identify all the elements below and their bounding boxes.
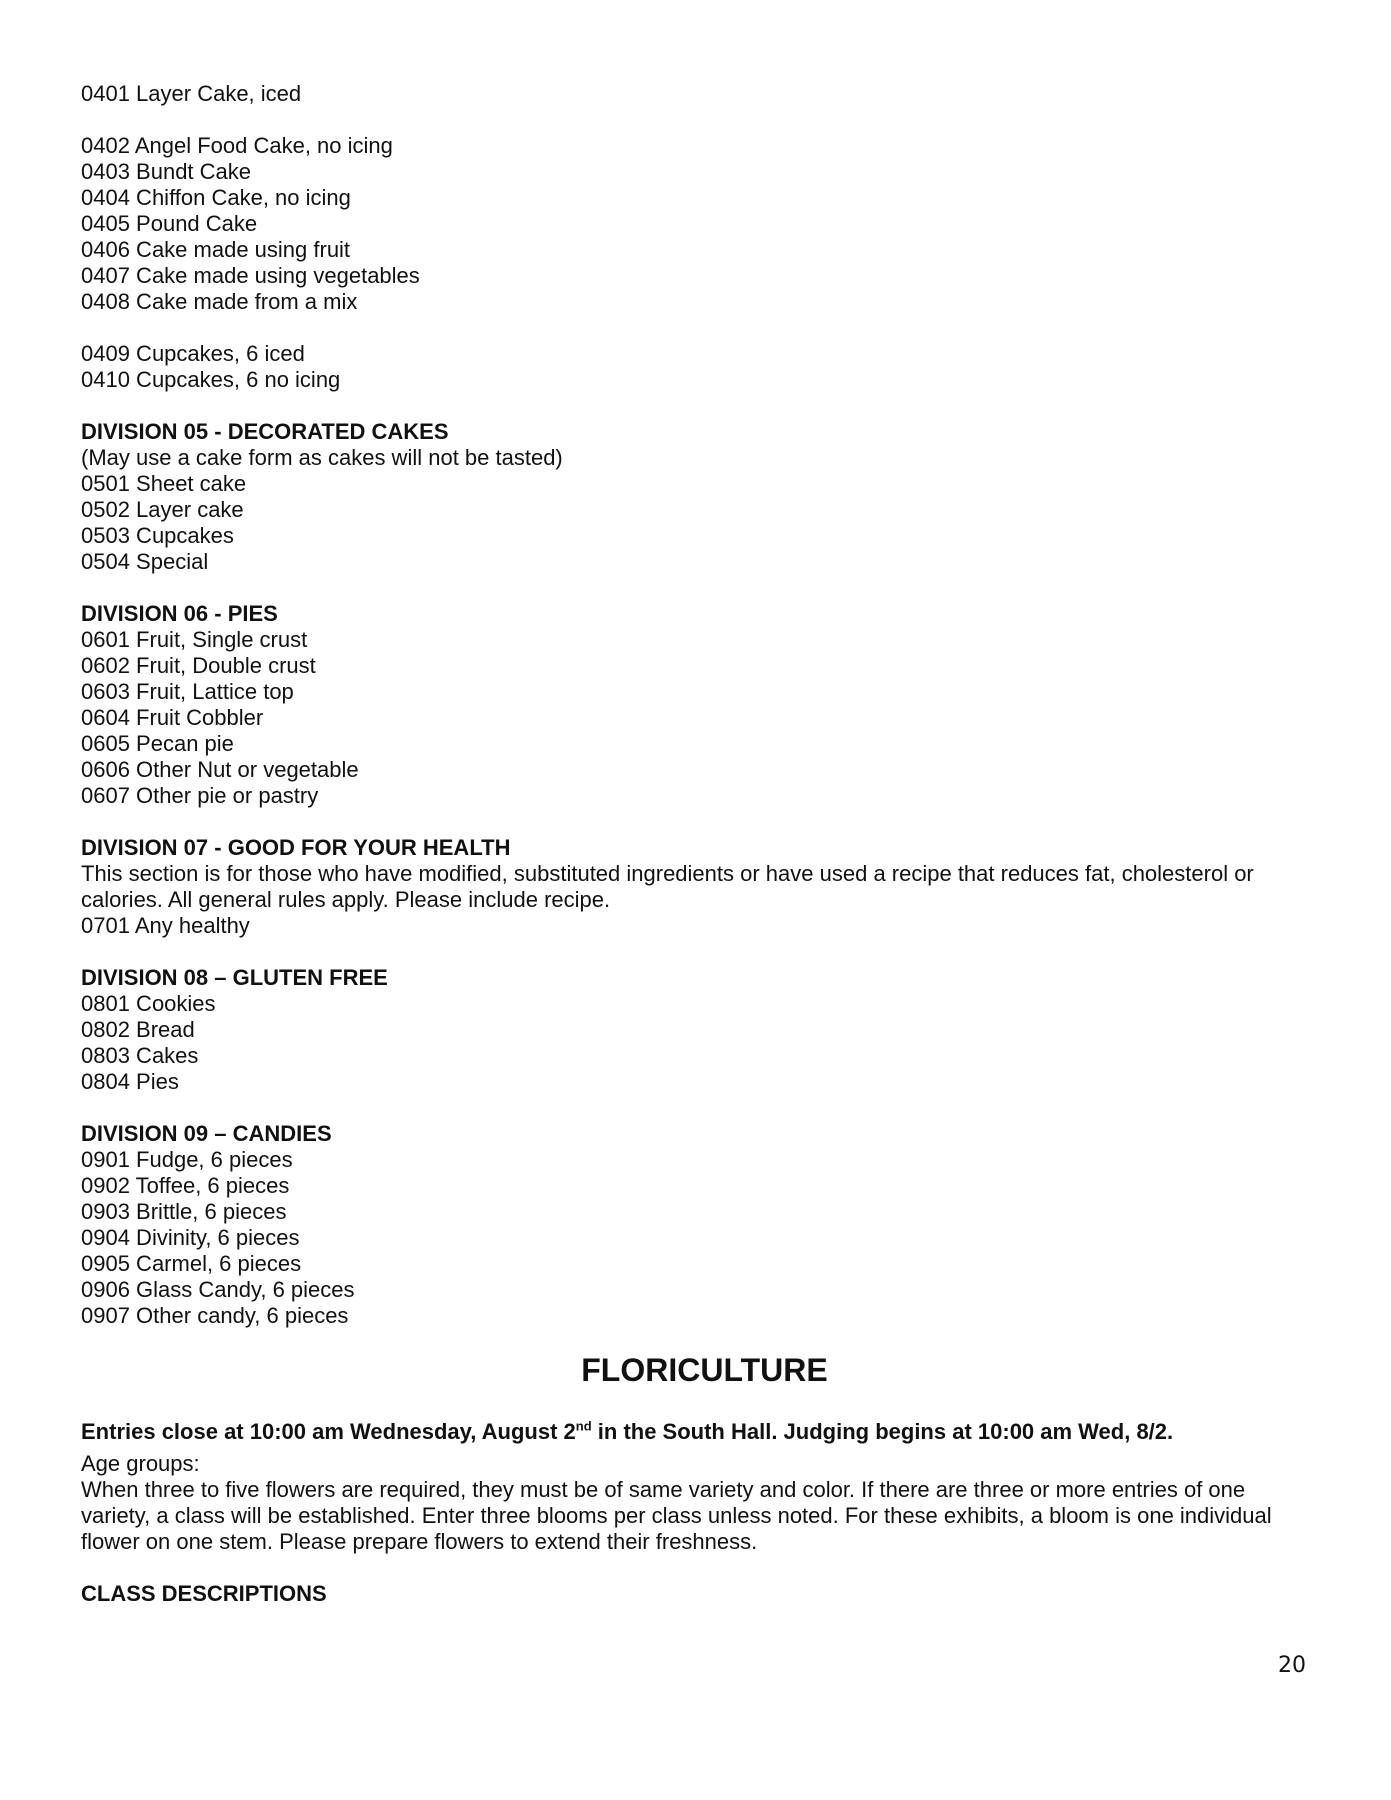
division-note: (May use a cake form as cakes will not be tasted) [81,445,563,470]
list-item: 0605 Pecan pie [81,731,234,756]
rules-paragraph: When three to five flowers are required, they must be of same variety and color. If there are three or more entries of one variety, a class will be established. Enter three blooms per class unless noted. For these exhibits, a bloom is one individual flower on one stem. Please prepare flowers to extend their freshness. [81,1477,1272,1554]
list-item: 0501 Sheet cake [81,471,247,496]
list-item: 0602 Fruit, Double crust [81,653,316,678]
list-item: 0803 Cakes [81,1043,199,1068]
class-descriptions-heading: CLASS DESCRIPTIONS [81,1581,327,1606]
list-item: 0905 Carmel, 6 pieces [81,1251,302,1276]
entries-text: Entries close at 10:00 am Wednesday, August 2 [81,1419,576,1444]
entries-text-rest: in the South Hall. Judging begins at 10:00 am Wed, 8/2. [591,1419,1174,1444]
list-item: 0901 Fudge, 6 pieces [81,1147,293,1172]
list-item: 0802 Bread [81,1017,195,1042]
list-item: 0601 Fruit, Single crust [81,627,308,652]
list-item: 0906 Glass Candy, 6 pieces [81,1277,355,1302]
list-item: 0804 Pies [81,1069,179,1094]
list-item: 0410 Cupcakes, 6 no icing [81,367,341,392]
division-07 [81,835,1311,939]
list-item: 0401 Layer Cake, iced [81,81,302,106]
list-item: 0907 Other candy, 6 pieces [81,1303,349,1328]
division-05 [81,419,1311,575]
division-heading: DIVISION 09 – CANDIES [81,1121,332,1146]
list-item: 0604 Fruit Cobbler [81,705,264,730]
list-item: 0603 Fruit, Lattice top [81,679,294,704]
division-heading: DIVISION 05 - DECORATED CAKES [81,419,449,444]
division-08 [81,965,1311,1095]
list-item: 0902 Toffee, 6 pieces [81,1173,290,1198]
age-groups-label: Age groups: [81,1451,200,1476]
cupcake-list [81,341,1311,393]
division-heading: DIVISION 08 – GLUTEN FREE [81,965,388,990]
list-item: 0903 Brittle, 6 pieces [81,1199,287,1224]
division-06 [81,601,1311,809]
list-item: 0504 Special [81,549,209,574]
cake-list-iced [81,81,1311,107]
list-item: 0904 Divinity, 6 pieces [81,1225,300,1250]
list-item: 0801 Cookies [81,991,216,1016]
list-item: 0404 Chiffon Cake, no icing [81,185,351,210]
entries-superscript: nd [575,1418,592,1434]
page-number: 20 [1278,1653,1306,1678]
entries-notice [81,1419,1311,1445]
list-item: 0407 Cake made using vegetables [81,263,420,288]
division-heading: DIVISION 07 - GOOD FOR YOUR HEALTH [81,835,511,860]
list-item: 0701 Any healthy [81,913,250,938]
list-item: 0405 Pound Cake [81,211,258,236]
division-09 [81,1121,1311,1329]
list-item: 0606 Other Nut or vegetable [81,757,359,782]
document-page [81,81,1311,1607]
list-item: 0402 Angel Food Cake, no icing [81,133,393,158]
division-description: This section is for those who have modified, substituted ingredients or have used a recipe that reduces fat, cholesterol or calories. All general rules apply. Please include recipe. [81,861,1254,912]
floriculture-rules [81,1451,1311,1555]
list-item: 0406 Cake made using fruit [81,237,351,262]
list-item: 0408 Cake made from a mix [81,289,358,314]
section-title: FLORICULTURE [581,1352,828,1388]
list-item: 0502 Layer cake [81,497,244,522]
list-item: 0503 Cupcakes [81,523,234,548]
list-item: 0409 Cupcakes, 6 iced [81,341,305,366]
list-item: 0607 Other pie or pastry [81,783,319,808]
division-heading: DIVISION 06 - PIES [81,601,278,626]
cake-list-plain [81,133,1311,315]
list-item: 0403 Bundt Cake [81,159,252,184]
